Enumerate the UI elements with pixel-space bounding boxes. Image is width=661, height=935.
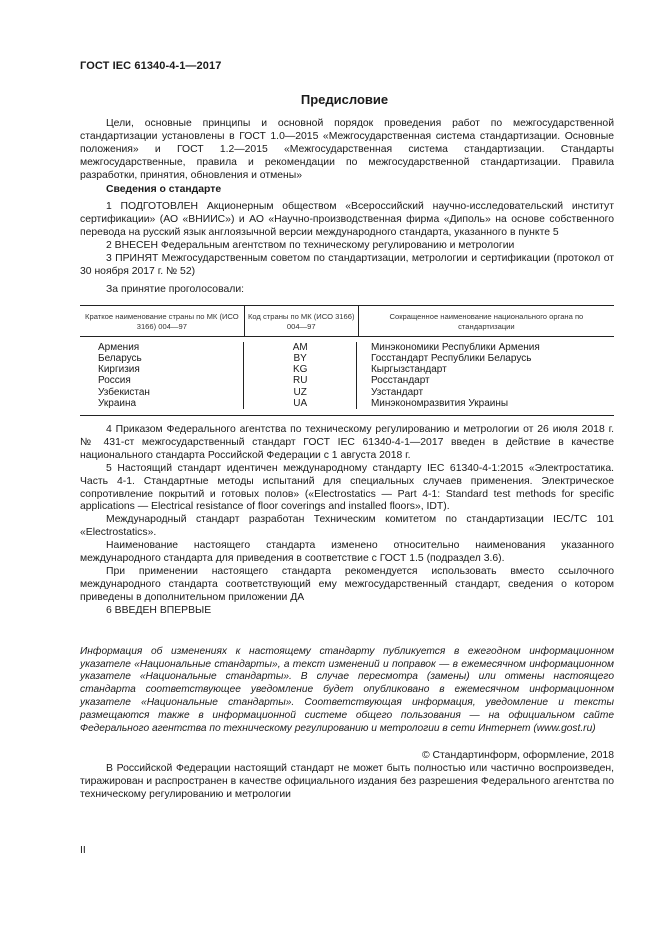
table-cell-body: Росстандарт xyxy=(370,375,430,387)
item-1: 1 ПОДГОТОВЛЕН Акционерным обществом «Всероссийский научно-исследовательский институт сертификации» (АО «ВНИИС») и АО «Научно-производственная фирма «Диполь» на основе собственного перевода на русский язык англоязычной версии международного стандарта, указанного в пункте 5 xyxy=(80,201,614,239)
item-5: 5 Настоящий стандарт идентичен международному стандарту IEC 61340-4-1:2015 «Электростатика. Часть 4-1. Стандартные методы испытаний для специальных случаев применения. Электрическое сопротивление покрытий и готовых полов» («Electrostatics — Part 4-1: Standard test methods for specific applications — Electrical resistance of floor coverings and installed floors», IDT). xyxy=(80,462,614,513)
header-code: Код страны по МК (ИСО 3166) 004—97 xyxy=(244,306,359,336)
table-cell-country: Украина xyxy=(98,397,137,409)
document-body xyxy=(80,118,614,802)
page-title: Предисловие xyxy=(300,92,389,107)
item-2: 2 ВНЕСЕН Федеральным агентством по техническому регулированию и метрологии xyxy=(106,240,515,252)
table-cell-country: Киргизия xyxy=(98,364,140,376)
table-body xyxy=(80,337,614,415)
item-4: 4 Приказом Федерального агентства по техническому регулированию и метрологии от 26 июля 2018 г. № 431-ст межгосударственный стандарт ГОСТ IEC 61340-4-1—2017 введен в действие в качестве национального стандарта Российской Федерации с 1 августа 2018 г. xyxy=(80,424,614,461)
table-cell-code: UZ xyxy=(293,386,307,398)
intro-paragraph: Цели, основные принципы и основной порядок проведения работ по межгосударственной стандартизации установлены в ГОСТ 1.0—2015 «Межгосударственная система стандартизации. Основные положения» и ГОСТ 1.2—2015 «Межгосударственная система стандартизации. Стандарты межгосударственные, правила и рекомендации по межгосударственной стандартизации. Правила разработки, принятия, обновления и отмены» xyxy=(80,118,614,181)
change-info-block xyxy=(80,646,614,736)
tc-paragraph: Международный стандарт разработан Техническим комитетом по стандартизации IEC/TC 101 «Electrostatics». xyxy=(80,514,614,539)
table-cell-country: Узбекистан xyxy=(98,386,150,398)
column-body xyxy=(357,342,614,409)
table-cell-body: Госстандарт Республики Беларусь xyxy=(370,352,532,364)
table-cell-body: Минэкономразвития Украины xyxy=(370,397,509,409)
item-3: 3 ПРИНЯТ Межгосударственным советом по стандартизации, метрологии и сертификации (протокол от 30 ноября 2017 г. № 52) xyxy=(80,253,614,277)
table-cell-code: UA xyxy=(293,397,308,409)
voting-table xyxy=(80,305,614,416)
table-cell-code: KG xyxy=(292,364,308,376)
standard-designation: ГОСТ IEC 61340-4-1—2017 xyxy=(80,60,222,72)
table-cell-body: Минэкономики Республики Армения xyxy=(370,341,540,353)
voted-label: За принятие проголосовали: xyxy=(106,283,245,295)
table-cell-country: Армения xyxy=(98,341,140,353)
item-6: 6 ВВЕДЕН ВПЕРВЫЕ xyxy=(106,604,212,616)
table-cell-code: BY xyxy=(293,352,307,364)
table-cell-code: RU xyxy=(292,375,308,387)
table-cell-country: Россия xyxy=(98,375,131,387)
copyright-line: © Стандартинформ, оформление, 2018 xyxy=(421,749,614,761)
subheading: Сведения о стандарте xyxy=(106,183,222,195)
column-code xyxy=(243,342,357,409)
name-change-paragraph: Наименование настоящего стандарта изменено относительно наименования указанного международного стандарта для приведения в соответствие с ГОСТ 1.5 (подраздел 3.6). xyxy=(80,540,614,565)
page-number: II xyxy=(80,845,86,856)
header-country: Краткое наименование страны по МК (ИСО 3166) 004—97 xyxy=(85,311,239,331)
table-header xyxy=(80,306,614,337)
change-info-text: Информация об изменениях к настоящему стандарту публикуется в ежегодном информационном указателе «Национальные стандарты», а текст изменений и поправок — в ежемесячном информационном указателе «Национальные стандарты». В случае пересмотра (замены) или отмены настоящего стандарта соответствующее уведомление будет опубликовано в ежемесячном информационном указателе «Национальные стандарты». Соответствующая информация, уведомление и тексты размещаются также в информационной системе общего пользования — на официальном сайте Федерального агентства по техническому регулированию и метрологии в сети Интернет (www.gost.ru) xyxy=(80,645,614,735)
table-cell-body: Кыргызстандарт xyxy=(370,364,447,376)
column-country xyxy=(80,342,243,409)
reference-paragraph: При применении настоящего стандарта рекомендуется использовать вместо ссылочного международного стандарта соответствующий ему межгосударственный стандарт, сведения о котором приведены в дополнительном приложении ДА xyxy=(80,565,614,603)
table-cell-body: Узстандарт xyxy=(370,386,424,398)
table-cell-code: AM xyxy=(292,341,308,353)
table-cell-country: Беларусь xyxy=(98,352,142,364)
header-body: Сокращенное наименование национального органа по стандартизации xyxy=(389,311,584,331)
reproduction-notice: В Российской Федерации настоящий стандарт не может быть полностью или частично воспроизведен, тиражирован и распространен в качестве официального издания без разрешения Федерального агентства по техническому регулированию и метрологии xyxy=(80,762,614,800)
